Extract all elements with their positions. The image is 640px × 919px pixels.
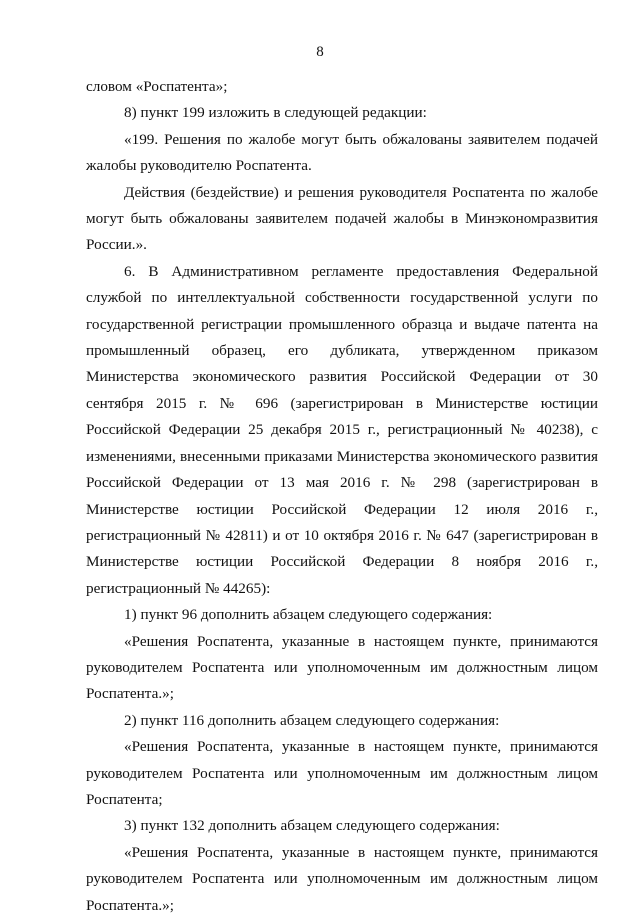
paragraph-quote-199: «199. Решения по жалобе могут быть обжалованы заявителем подачей жалобы руководителю Роспатента. — [86, 130, 598, 175]
paragraph-quote-item-3: «Решения Роспатента, указанные в настоящем пункте, принимаются руководителем Роспатента или уполномоченным им должностным лицом Роспатента.»; — [86, 843, 598, 914]
page-number: 8 — [316, 44, 324, 60]
paragraph-quote-item-2: «Решения Роспатента, указанные в настоящем пункте, принимаются руководителем Роспатента или уполномоченным им должностным лицом Роспатента; — [86, 738, 598, 808]
paragraph-item-2: 2) пункт 116 дополнить абзацем следующего содержания: — [124, 711, 500, 729]
document-body — [86, 74, 598, 919]
paragraph-quote-199-cont: Действия (бездействие) и решения руководителя Роспатента по жалобе могут быть обжалованы заявителем подачей жалобы в Минэкономразвития России.». — [86, 183, 598, 254]
paragraph-item-3: 3) пункт 132 дополнить абзацем следующего содержания: — [124, 817, 500, 835]
paragraph-item-1: 1) пункт 96 дополнить абзацем следующего содержания: — [124, 606, 493, 624]
paragraph-section-6: 6. В Административном регламенте предоставления Федеральной службой по интеллектуальной собственности государственной услуги по государственной регистрации промышленного образца и выдаче патента на промышленный образец, его дубликата, утвержденном приказом Министерства экономического развития Российской Федерации от 30 сентября 2015 г. № 696 (зарегистрирован в Министерстве юстиции Российской Федерации 25 декабря 2015 г., регистрационный № 40238), с изменениями, внесенными приказами Министерства экономического развития Российской Федерации от 13 мая 2016 г. № 298 (зарегистрирован в Министерстве юстиции Российской Федерации 12 июля 2016 г., регистрационный № 42811) и от 10 октября 2016 г. № 647 (зарегистрирован в Министерстве юстиции Российской Федерации 8 ноября 2016 г., регистрационный № 44265): — [86, 262, 598, 597]
paragraph-continuation: словом «Роспатента»; — [86, 78, 228, 95]
paragraph-item-8: 8) пункт 199 изложить в следующей редакции: — [124, 104, 427, 122]
paragraph-quote-item-1: «Решения Роспатента, указанные в настоящем пункте, принимаются руководителем Роспатента или уполномоченным им должностным лицом Роспатента.»; — [86, 632, 598, 703]
